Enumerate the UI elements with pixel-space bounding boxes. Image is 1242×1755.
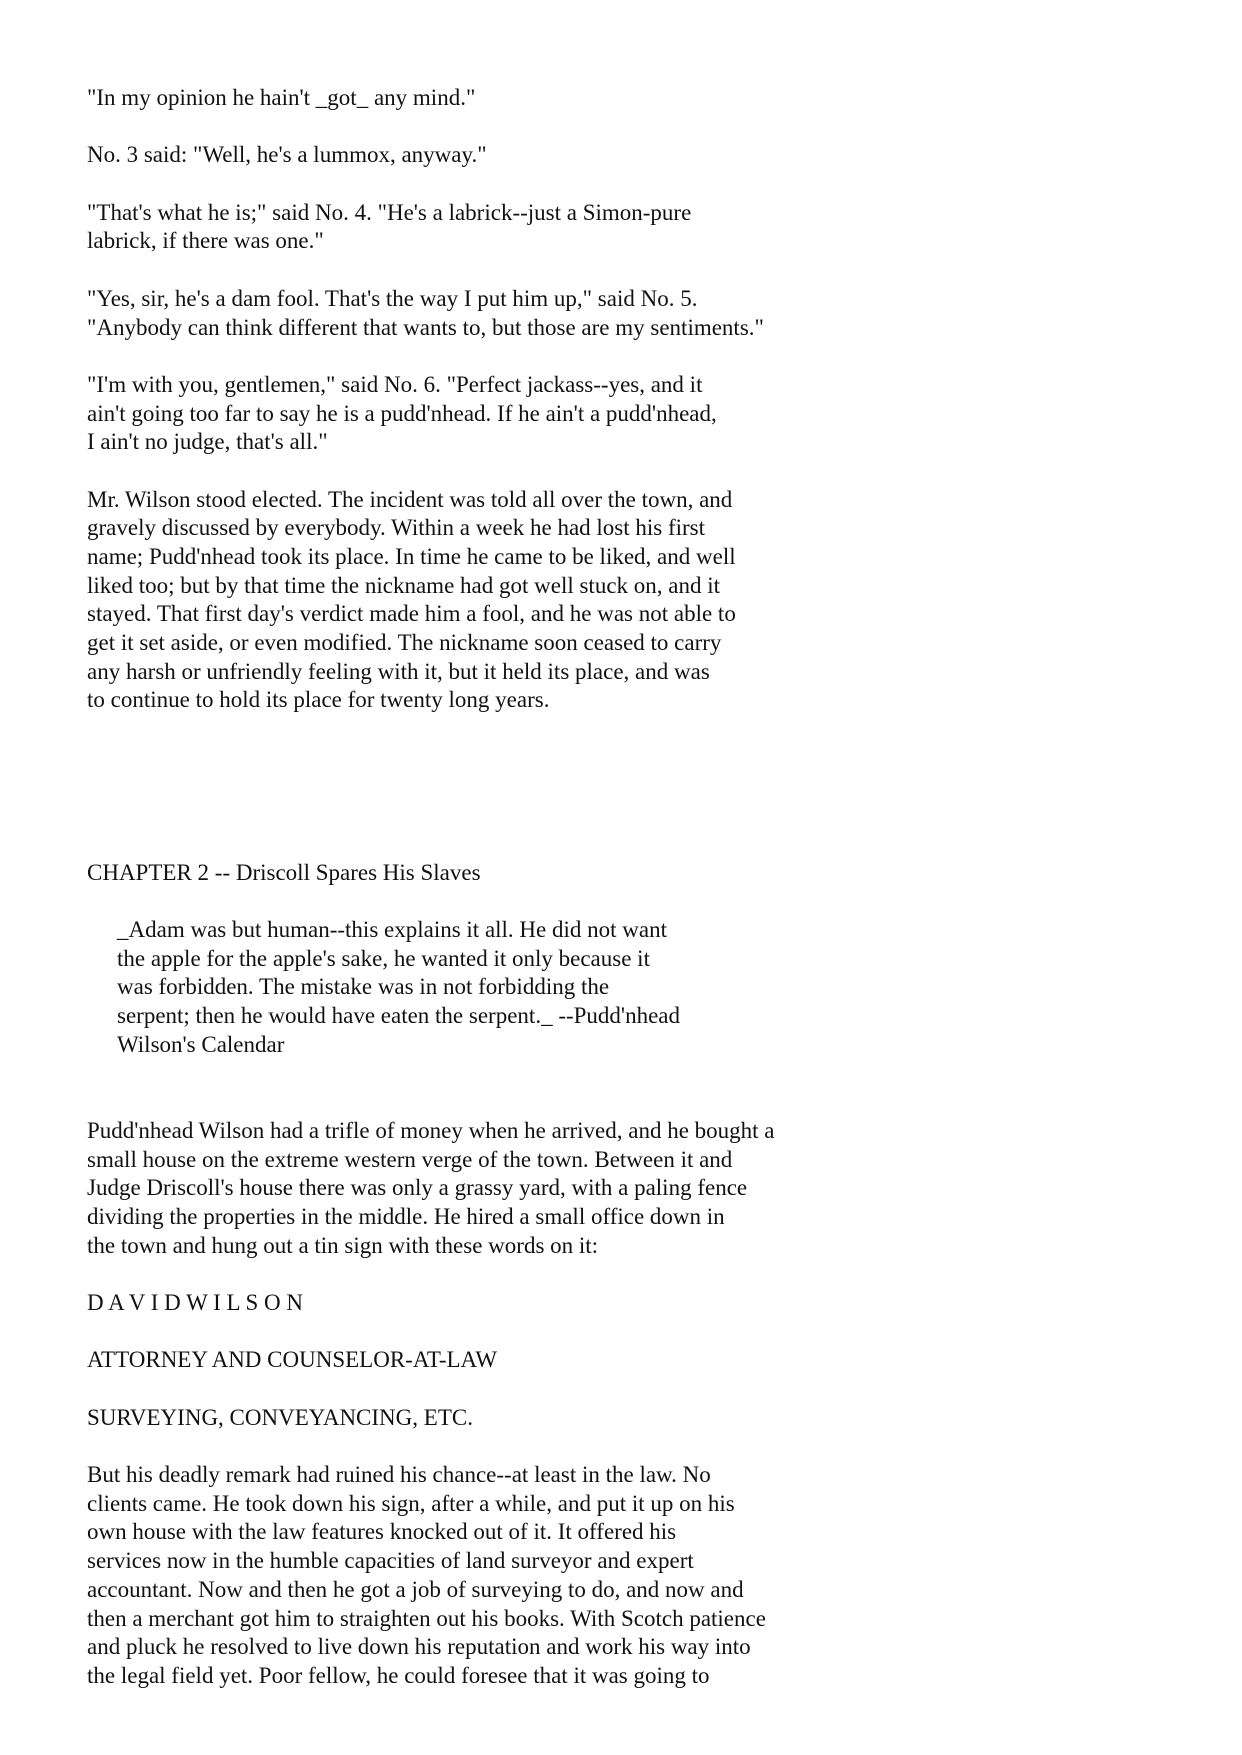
paragraph-dialogue-2	[87, 141, 1167, 170]
paragraph-dialogue-3	[87, 199, 1167, 256]
text-line: But his deadly remark had ruined his chance--at least in the law. No	[87, 1462, 711, 1488]
paragraph-dialogue-4	[87, 285, 1167, 342]
text-line: SURVEYING, CONVEYANCING, ETC.	[87, 1404, 473, 1430]
text-line: D A V I D W I L S O N	[87, 1289, 303, 1315]
text-line: dividing the properties in the middle. He hired a small office down in	[87, 1203, 725, 1229]
epigraph-line: the apple for the apple's sake, he wanted it only because it	[117, 945, 650, 971]
text-line: I ain't no judge, that's all."	[87, 429, 328, 455]
text-line: Pudd'nhead Wilson had a trifle of money when he arrived, and he bought a	[87, 1117, 775, 1143]
text-line: services now in the humble capacities of land surveyor and expert	[87, 1548, 694, 1574]
text-line: to continue to hold its place for twenty long years.	[87, 687, 550, 713]
text-line: the town and hung out a tin sign with these words on it:	[87, 1232, 599, 1258]
text-line: stayed. That first day's verdict made him a fool, and he was not able to	[87, 601, 736, 627]
text-line: "Yes, sir, he's a dam fool. That's the way I put him up," said No. 5.	[87, 285, 698, 311]
text-line: small house on the extreme western verge of the town. Between it and	[87, 1146, 733, 1172]
paragraph-narrative-1	[87, 486, 1167, 716]
text-line: Judge Driscoll's house there was only a grassy yard, with a paling fence	[87, 1175, 748, 1201]
text-line: "In my opinion he hain't _got_ any mind."	[87, 85, 476, 110]
text-line: name; Pudd'nhead took its place. In time he came to be liked, and well	[87, 544, 736, 569]
chapter-title: CHAPTER 2 -- Driscoll Spares His Slaves	[87, 859, 481, 885]
text-line: gravely discussed by everybody. Within a week he had lost his first	[87, 515, 706, 541]
epigraph-line: was forbidden. The mistake was in not forbidding the	[117, 974, 610, 1000]
document-page	[87, 84, 1167, 1719]
text-line: accountant. Now and then he got a job of surveying to do, and now and	[87, 1576, 744, 1602]
paragraph-narrative-2	[87, 1117, 1167, 1260]
sign-line-attorney	[87, 1346, 1167, 1375]
text-line: liked too; but by that time the nickname had got well stuck on, and it	[87, 572, 721, 598]
text-line: own house with the law features knocked out of it. It offered his	[87, 1519, 677, 1545]
text-line: No. 3 said: "Well, he's a lummox, anyway."	[87, 142, 487, 168]
text-line: and pluck he resolved to live down his reputation and work his way into	[87, 1634, 751, 1660]
epigraph-line: _Adam was but human--this explains it all. He did not want	[117, 916, 667, 942]
text-line: any harsh or unfriendly feeling with it, but it held its place, and was	[87, 658, 710, 684]
sign-line-surveying	[87, 1404, 1167, 1433]
epigraph	[87, 916, 1167, 1059]
paragraph-dialogue-1	[87, 84, 1167, 113]
chapter-heading	[87, 859, 1167, 888]
sign-line-name	[87, 1289, 1167, 1318]
text-line: ain't going too far to say he is a pudd'nhead. If he ain't a pudd'nhead,	[87, 400, 717, 426]
text-line: "I'm with you, gentlemen," said No. 6. "Perfect jackass--yes, and it	[87, 371, 703, 397]
paragraph-dialogue-5	[87, 371, 1167, 457]
text-line: ATTORNEY AND COUNSELOR-AT-LAW	[87, 1347, 498, 1373]
text-line: the legal field yet. Poor fellow, he could foresee that it was going to	[87, 1662, 710, 1688]
text-line: clients came. He took down his sign, after a while, and put it up on his	[87, 1490, 735, 1516]
text-line: labrick, if there was one."	[87, 228, 324, 254]
text-line: Mr. Wilson stood elected. The incident was told all over the town, and	[87, 486, 733, 512]
chapter-spacer	[87, 744, 1167, 859]
text-line: then a merchant got him to straighten out his books. With Scotch patience	[87, 1605, 766, 1631]
text-line: "Anybody can think different that wants to, but those are my sentiments."	[87, 314, 764, 340]
epigraph-line: Wilson's Calendar	[117, 1031, 285, 1057]
paragraph-narrative-3	[87, 1461, 1167, 1691]
text-line: get it set aside, or even modified. The nickname soon ceased to carry	[87, 630, 722, 656]
epigraph-line: serpent; then he would have eaten the serpent._ --Pudd'nhead	[117, 1003, 680, 1029]
text-line: "That's what he is;" said No. 4. "He's a labrick--just a Simon-pure	[87, 199, 692, 225]
